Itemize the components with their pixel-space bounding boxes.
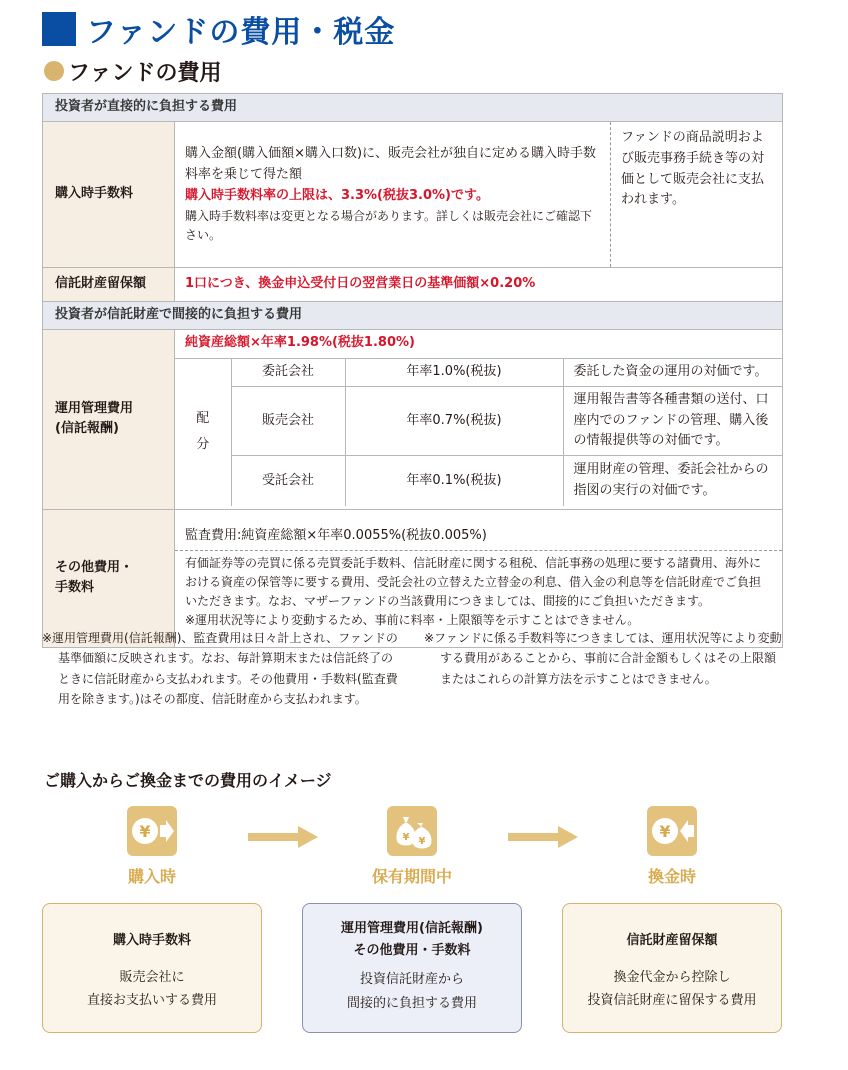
box-title: 信託財産留保額	[626, 933, 718, 948]
footnote-left-text: ※運用管理費用(信託報酬)、監査費用は日々計上され、ファンドの基準価額に反映されます。なお、毎計算期末または信託終了のときに信託財産から支払われます。その他費用・手数料(監査費用を除きます。)はその都度、信託財産から支払われます。	[42, 631, 398, 707]
split-party: 委託会社	[231, 358, 345, 386]
yen-in-icon	[127, 806, 177, 856]
purchase-fee-desc: 購入金額(購入価額×購入口数)に、販売会社が独自に定める購入時手数料率を乗じて得た額	[185, 146, 597, 182]
box-text: 投資信託財産に留保する費用	[587, 993, 757, 1009]
retention-fee-label: 信託財産留保額	[43, 268, 175, 302]
stage-holding	[302, 806, 522, 887]
svg-text:¥: ¥	[402, 832, 410, 843]
box-title: その他費用・手数料	[353, 943, 471, 959]
svg-text:¥: ¥	[418, 836, 426, 847]
split-party: 販売会社	[231, 386, 345, 455]
box-text: 販売会社に	[119, 970, 185, 986]
purchase-fee-note: 購入時手数料率は変更となる場合があります。詳しくは販売会社にご確認下さい。	[185, 208, 593, 242]
circle-bullet-icon	[44, 61, 64, 81]
footnote-right-text: ※ファンドに係る手数料等につきましては、運用状況等により変動する費用があることから、事前に合計金額もしくはその上限額またはこれらの計算方法を示すことはできません。	[424, 631, 782, 686]
split-desc: 委託した資金の運用の対価です。	[563, 358, 783, 386]
management-fee-cell	[175, 329, 783, 509]
split-party: 受託会社	[231, 456, 345, 506]
split-rate: 年率1.0%(税抜)	[345, 358, 563, 386]
split-label-char-2: 分	[196, 437, 210, 453]
management-fee-total: 純資産総額×年率1.98%(税抜1.80%)	[185, 334, 415, 350]
stage-purchase	[42, 806, 262, 887]
direct-costs-header: 投資者が直接的に負担する費用	[43, 94, 783, 122]
split-desc: 運用報告書等各種書類の送付、口座内でのファンドの管理、購入後の情報提供等の対価です。	[563, 386, 783, 455]
stage-label: 購入時	[127, 867, 176, 886]
split-rate: 年率0.7%(税抜)	[345, 386, 563, 455]
page-title: ファンドの費用・税金	[86, 15, 396, 50]
title-square-icon	[42, 12, 76, 46]
fee-table	[42, 93, 783, 648]
purchase-fee-cell	[175, 122, 611, 268]
other-fee-label	[43, 509, 175, 647]
audit-fee: 監査費用:純資産総額×年率0.0055%(税抜0.005%)	[175, 523, 782, 551]
section-title-block	[44, 56, 222, 86]
split-rate: 年率0.1%(税抜)	[345, 456, 563, 506]
box-text: 換金代金から控除し	[613, 970, 731, 986]
box-text: 直接お支払いする費用	[86, 993, 217, 1009]
purchase-fee-limit: 購入時手数料率の上限は、3.3%(税抜3.0%)です。	[185, 187, 489, 203]
money-bag-icon	[387, 806, 437, 856]
svg-text:¥: ¥	[659, 822, 671, 841]
other-fee-label-line2: 手数料	[55, 580, 95, 596]
holding-cost-box	[302, 903, 522, 1033]
other-fee-label-line1: その他費用・	[55, 559, 134, 575]
stage-label: 保有期間中	[371, 867, 452, 886]
box-text: 間接的に負担する費用	[346, 995, 477, 1011]
fee-split-table	[175, 358, 783, 506]
redemption-cost-box	[562, 903, 782, 1033]
management-fee-label-line2: (信託報酬)	[55, 421, 119, 437]
flow-title: ご購入からご換金までの費用のイメージ	[44, 771, 332, 790]
stage-redemption	[562, 806, 782, 887]
footnote-left	[42, 628, 404, 710]
split-desc: 運用財産の管理、委託会社からの指図の実行の対価です。	[563, 456, 783, 506]
purchase-fee-side-note: ファンドの商品説明および販売事務手続き等の対価として販売会社に支払われます。	[611, 122, 783, 268]
other-fee-desc: 有価証券等の売買に係る売買委託手数料、信託財産に関する租税、信託事務の処理に要する諸費用、海外における資産の保管等に要する費用、受託会社の立替えた立替金の利息、借入金の利息等を信託財産でご負担いただきます。なお、マザーファンドの当該費用につきましては、間接的にご負担いただきます。	[185, 555, 762, 609]
yen-out-icon	[647, 806, 697, 856]
page-title-block	[42, 8, 395, 50]
other-fee-note: ※運用状況等により変動するため、事前に料率・上限額等を示すことはできません。	[185, 613, 640, 628]
footnote-right	[424, 628, 784, 689]
purchase-cost-box	[42, 903, 262, 1033]
box-text: 投資信託財産から	[359, 972, 464, 988]
stage-label: 換金時	[647, 867, 696, 886]
indirect-costs-header: 投資者が信託財産で間接的に負担する費用	[43, 301, 783, 329]
management-fee-label-line1: 運用管理費用	[55, 400, 134, 416]
box-title: 運用管理費用(信託報酬)	[341, 921, 483, 936]
management-fee-label	[43, 329, 175, 509]
retention-fee-value: 1口につき、換金申込受付日の翌営業日の基準価額×0.20%	[175, 268, 783, 302]
box-title: 購入時手数料	[112, 933, 191, 948]
purchase-fee-label: 購入時手数料	[43, 122, 175, 268]
other-fee-cell	[175, 509, 783, 647]
split-label	[175, 358, 231, 505]
section-title: ファンドの費用	[68, 60, 222, 86]
svg-text:¥: ¥	[139, 822, 151, 841]
split-label-char-1: 配	[196, 411, 210, 427]
